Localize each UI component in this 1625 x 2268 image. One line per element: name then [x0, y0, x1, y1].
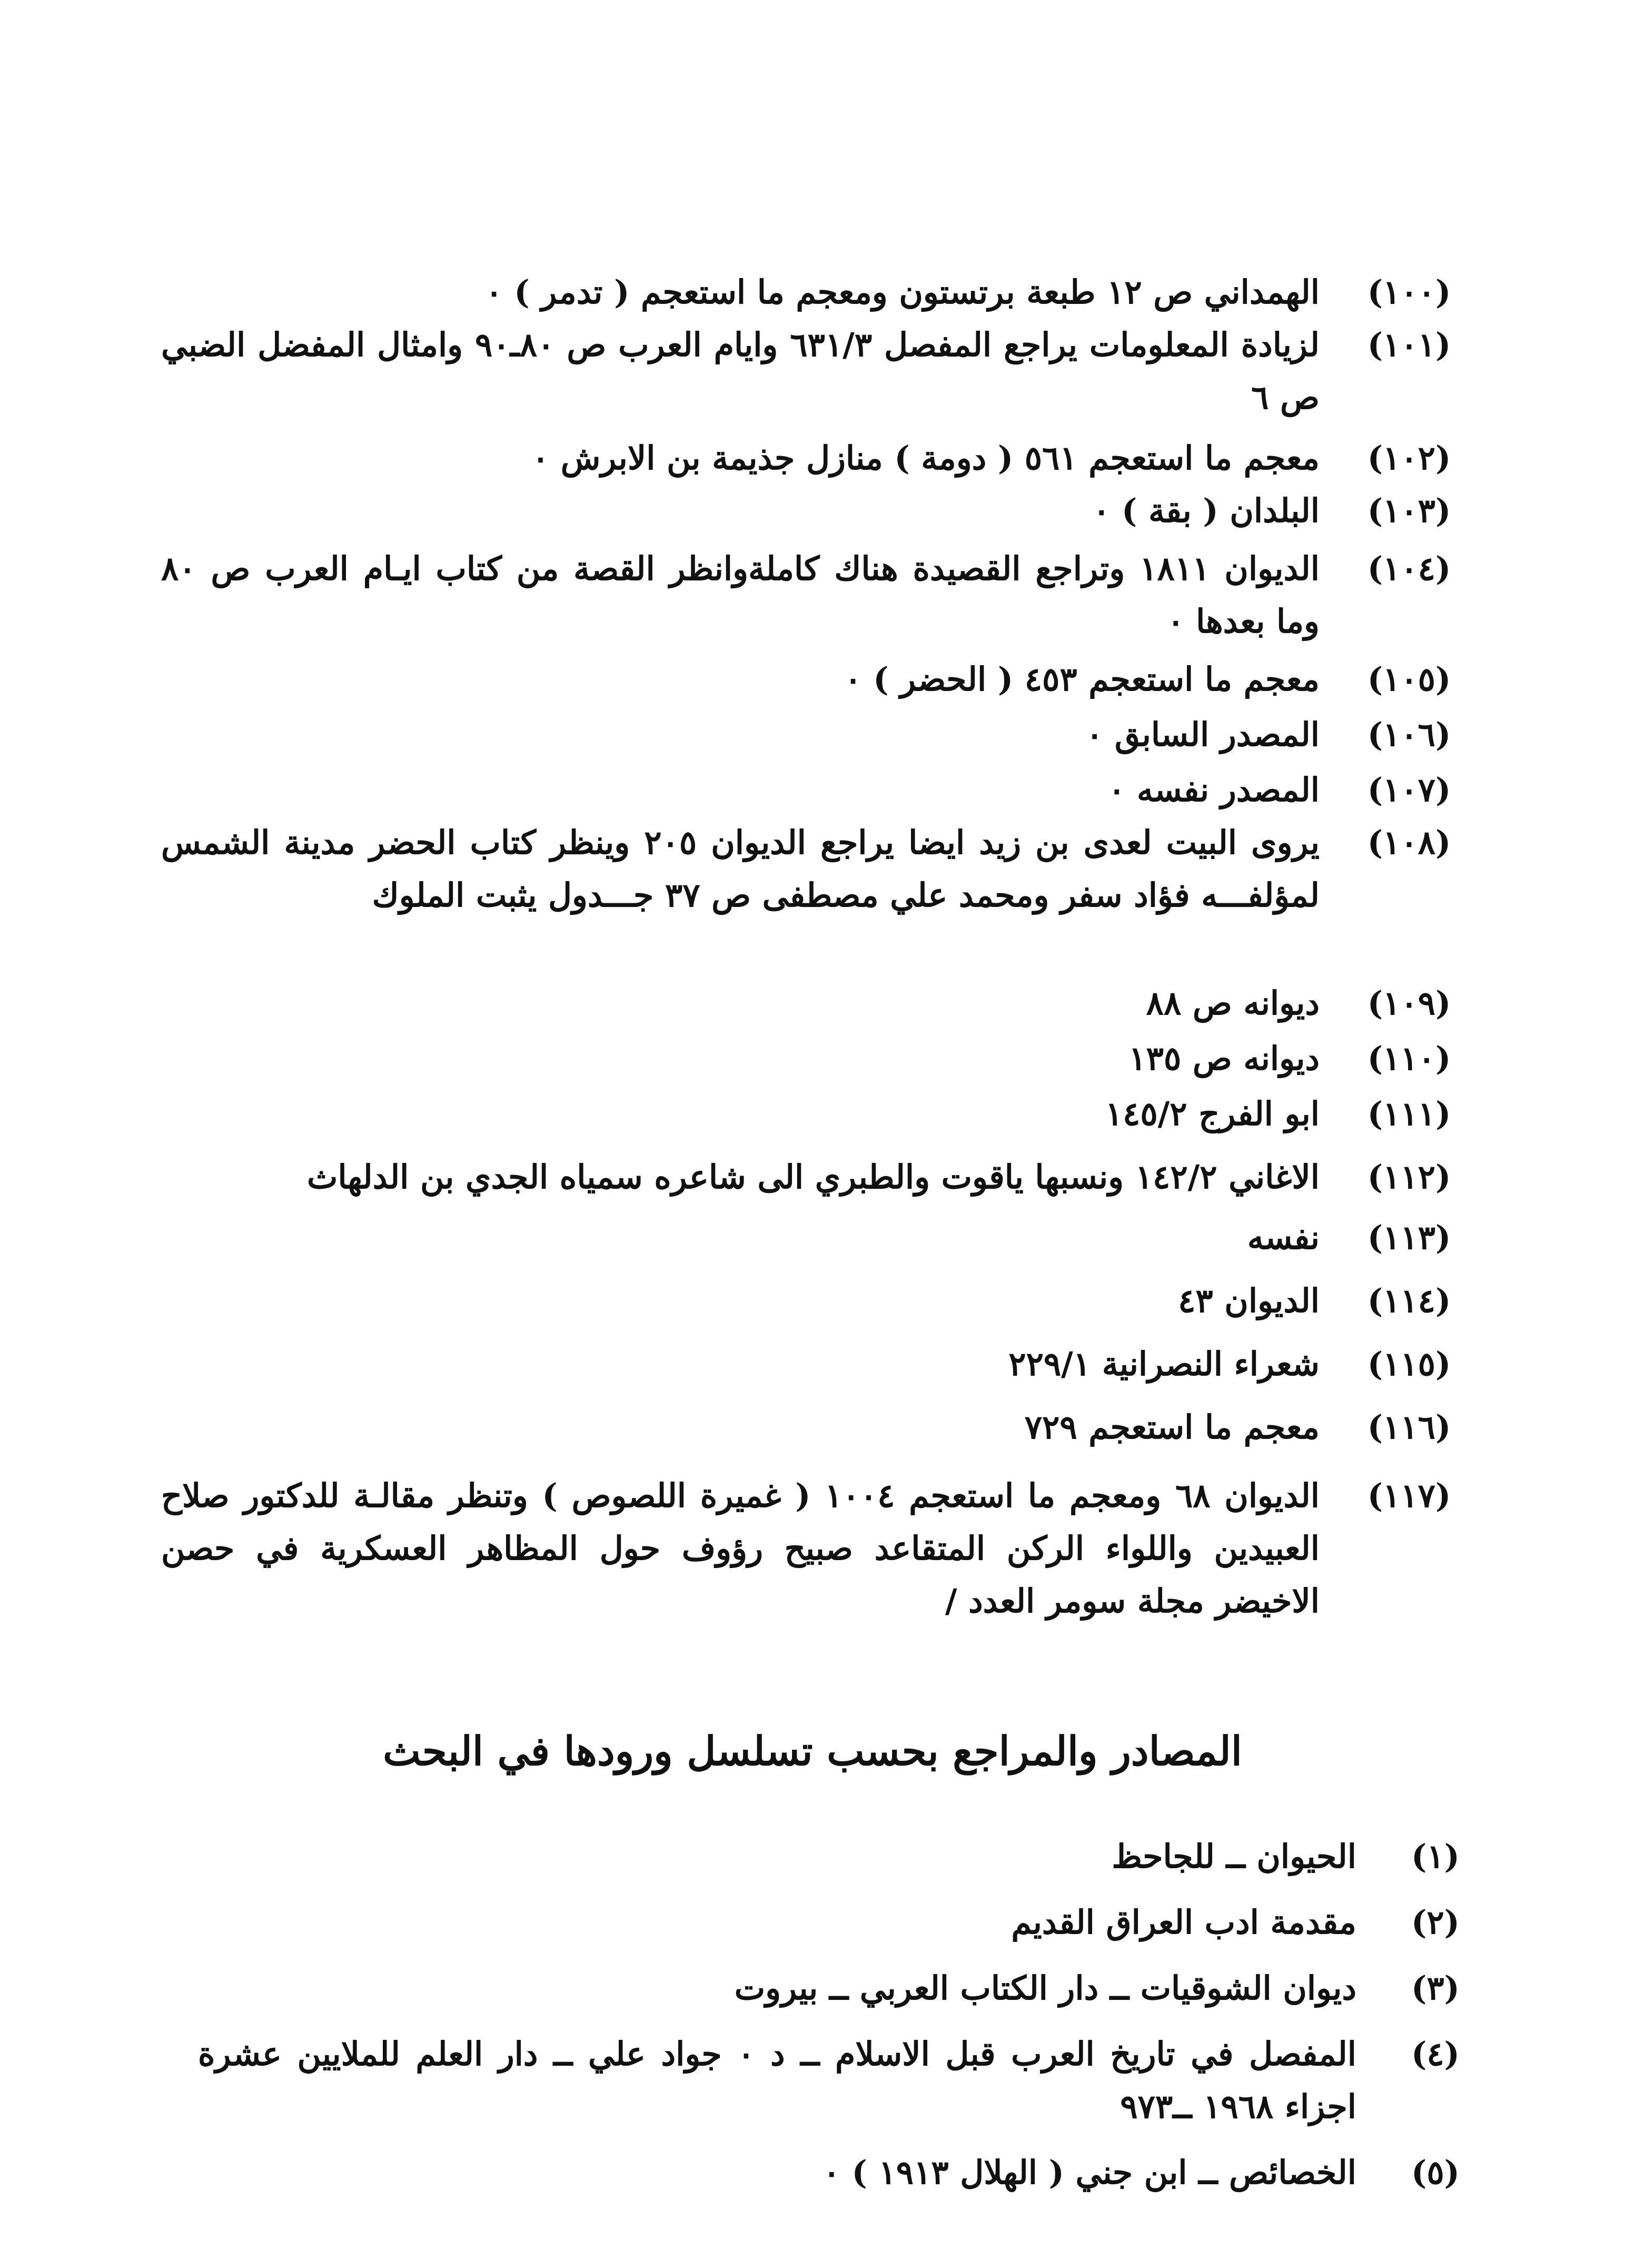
footnote-text: المصدر نفسه ٠ — [1108, 771, 1320, 809]
source-5 — [161, 2146, 1478, 2199]
source-text: الخصائص ــ ابن جني ( الهلال ١٩١٣ ) ٠ — [823, 2153, 1356, 2192]
footnote-text: المصدر السابق ٠ — [1086, 715, 1320, 754]
source-3 — [161, 1962, 1478, 2015]
footnote-101 — [161, 319, 1478, 424]
footnote-107 — [161, 764, 1478, 816]
footnote-text: معجم ما استعجم ٤٥٣ ( الحضر ) ٠ — [844, 660, 1320, 698]
source-number: (٣) — [1411, 1969, 1460, 2007]
source-text: ديوان الشوقيات ــ دار الكتاب العربي ــ بيروت — [734, 1969, 1356, 2007]
source-number: (٥) — [1411, 2153, 1460, 2192]
footnote-number: (١٠١) — [1367, 326, 1451, 364]
footnote-text: الاغاني ١٤٢/٢ ونسبها ياقوت والطبري الى شاعره سمياه الجدي بن الدلهاث — [306, 1158, 1320, 1196]
footnote-text: معجم ما استعجم ٧٢٩ — [1024, 1408, 1320, 1446]
footnote-number: (١١٢) — [1367, 1158, 1451, 1196]
footnote-text: الديوان ١٨١١ وتراجع القصيدة هناك كاملةوانظر القصة من كتاب ايـام العرب ص ٨٠ وما بعدها ٠ — [161, 549, 1320, 640]
footnote-number: (١١٠) — [1367, 1039, 1451, 1078]
footnote-number: (١٠٠) — [1367, 273, 1451, 311]
footnote-109 — [161, 977, 1478, 1030]
sources-heading: المصادر والمراجع بحسب تسلسل ورودها في البحث — [383, 1728, 1242, 1774]
footnote-text: ديوانه ص ١٣٥ — [1128, 1039, 1320, 1078]
source-1 — [161, 1830, 1478, 1883]
footnote-text: الديوان ٦٨ ومعجم ما استعجم ١٠٠٤ ( غميرة اللصوص ) وتنظر مقالـة للدكتور صلاح العبيدين واللواء الركن المتقاعد صبيح رؤوف حول المظاهر العسكرية في حصن الاخيضر مجلة سومر العدد / — [161, 1476, 1320, 1620]
footnote-number: (١١١) — [1367, 1094, 1451, 1133]
footnote-text: البلدان ( بقة ) ٠ — [1093, 491, 1320, 530]
footnote-number: (١١٦) — [1367, 1408, 1451, 1446]
source-number: (٢) — [1411, 1903, 1460, 1941]
footnote-115 — [161, 1338, 1478, 1391]
footnote-number: (١٠٣) — [1367, 491, 1451, 530]
footnote-100 — [161, 266, 1478, 319]
footnote-text: شعراء النصرانية ٢٢٩/١ — [1008, 1345, 1320, 1383]
footnote-text: نفسه — [1247, 1218, 1320, 1257]
footnote-116 — [161, 1401, 1478, 1454]
footnote-112 — [161, 1151, 1478, 1204]
footnote-108 — [161, 816, 1478, 974]
footnote-103 — [161, 485, 1478, 537]
source-2 — [161, 1896, 1478, 1949]
footnote-number: (١٠٤) — [1367, 549, 1451, 588]
footnote-text: معجم ما استعجم ٥٦١ ( دومة ) منازل جذيمة بن الابرش ٠ — [531, 439, 1320, 477]
footnote-text: الديوان ٤٣ — [1178, 1281, 1320, 1320]
footnote-text: يروى البيت لعدى بن زيد ايضا يراجع الديوان ٢٠٥ وينظر كتاب الحضر مدينة الشمس لمؤلفـــه فؤاد سفر ومحمد علي مصطفى ص ٣٧ جـــدول يثبت الملوك — [161, 823, 1320, 914]
footnote-number: (١١٤) — [1367, 1281, 1451, 1320]
footnote-text: ديوانه ص ٨٨ — [1146, 984, 1320, 1022]
source-number: (٤) — [1411, 2035, 1460, 2073]
footnote-number: (١٠٩) — [1367, 984, 1451, 1022]
footnote-110 — [161, 1032, 1478, 1085]
footnote-105 — [161, 653, 1478, 706]
footnote-114 — [161, 1275, 1478, 1327]
source-text: الحيوان ــ للجاحظ — [1112, 1837, 1356, 1876]
footnote-number: (١٠٨) — [1367, 823, 1451, 862]
footnote-number: (١١٣) — [1367, 1218, 1451, 1257]
footnote-number: (١١٥) — [1367, 1345, 1451, 1383]
source-number: (١) — [1411, 1837, 1460, 1876]
source-text: المفصل في تاريخ العرب قبل الاسلام ــ د ٠ جواد علي ــ دار العلم للملايين عشرة اجزاء ١٩٦٨ ــ٩٧٣ — [198, 2035, 1356, 2126]
footnote-text: لزيادة المعلومات يراجع المفصل ٦٣١/٣ وايام العرب ص ٨٠ـ٩٠ وامثال المفضل الضبي ص ٦ — [161, 326, 1320, 417]
source-text: مقدمة ادب العراق القديم — [1011, 1903, 1356, 1941]
footnote-102 — [161, 432, 1478, 485]
footnote-number: (١٠٥) — [1367, 660, 1451, 698]
footnote-number: (١٠٦) — [1367, 715, 1451, 754]
footnote-number: (١٠٢) — [1367, 439, 1451, 477]
footnote-113 — [161, 1211, 1478, 1264]
footnote-104 — [161, 543, 1478, 648]
footnote-111 — [161, 1088, 1478, 1140]
footnote-text: ابو الفرج ١٤٥/٢ — [1105, 1094, 1320, 1133]
footnote-number: (١١٧) — [1367, 1476, 1451, 1515]
source-4 — [161, 2028, 1478, 2133]
footnote-number: (١٠٧) — [1367, 771, 1451, 809]
footnote-text: الهمداني ص ١٢ طبعة برتستون ومعجم ما استعجم ( تدمر ) ٠ — [485, 273, 1320, 311]
footnote-117 — [161, 1470, 1478, 1628]
footnote-106 — [161, 708, 1478, 761]
